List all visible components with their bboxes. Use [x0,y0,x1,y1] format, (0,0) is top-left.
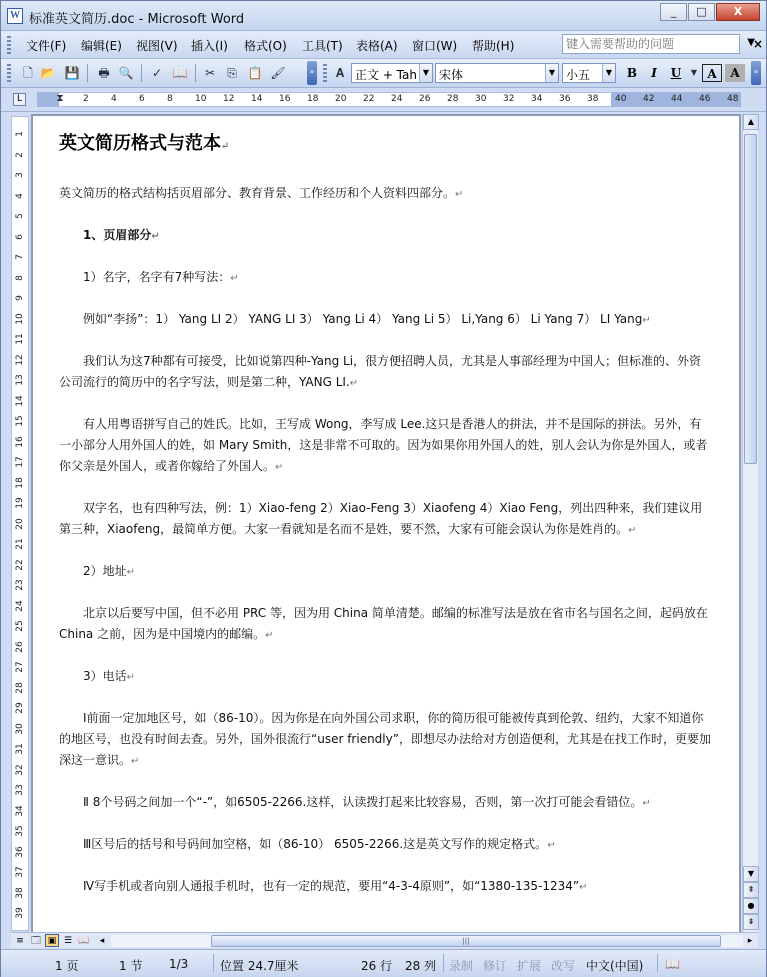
reading-view-icon[interactable]: 📖 [78,936,90,946]
bold-button[interactable]: B [626,66,638,80]
chevron-down-icon[interactable]: ▼ [419,64,432,82]
scroll-down-icon[interactable]: ▼ [743,866,759,882]
ruler-tick-label: 24 [391,94,403,104]
vruler-tick-label: 27 [15,661,25,673]
toolbar-grip-icon[interactable] [7,64,11,82]
vruler-tick-label: 11 [15,333,25,345]
paragraph-text: 例如“李扬”：1） Yang LI 2） YANG LI 3） Yang Li 4） Yang Li 5） Li,Yang 6） Li Yang 7） LI Yang [83,312,643,326]
toolbar-overflow-chevron-icon[interactable]: » [307,61,317,85]
document-area[interactable] [31,114,741,934]
status-track-changes[interactable]: 修订 [483,959,508,973]
chevron-down-icon[interactable]: ▼ [747,37,755,48]
menu-bar [1,31,766,59]
ruler-tick-label: 46 [699,94,711,104]
document-title[interactable] [59,130,711,161]
print-icon[interactable]: 🖶 [98,66,110,80]
paragraph-text: 北京以后要写中国，但不必用 PRC 等，因为用 China 简单清楚。邮编的标准写法是放在省市名与国名之间，起码放在 China 之前，因为是中国境内的邮编。 [59,606,708,641]
paragraph-text: Ⅱ 8个号码之间加一个“-”，如6505-2266.这样，认读拨打起来比较容易，否则，第一次打可能会看错位。 [83,795,643,809]
normal-view-icon[interactable]: ≡ [16,936,24,946]
vruler-tick-label: 39 [15,907,25,919]
document-paragraph[interactable] [59,666,711,688]
document-paragraph[interactable] [59,792,711,814]
vruler-tick-label: 17 [15,456,25,468]
previous-page-icon[interactable]: ⇞ [743,882,759,898]
status-separator [213,954,214,972]
save-icon[interactable]: 💾 [64,66,80,80]
ruler-tick-label: 6 [139,94,145,104]
paragraph-mark: ↵ [275,462,284,473]
paragraph-mark: ↵ [628,525,637,536]
status-bar [1,949,766,977]
spelling-icon[interactable]: ✓ [151,66,163,80]
ruler-tick-label: 26 [419,94,431,104]
paragraph-text: 英文简历的格式结构括页眉部分、教育背景、工作经历和个人资料四部分。 [59,186,456,200]
cut-icon[interactable]: ✂ [204,66,216,80]
menu-help[interactable]: 帮助(H) [472,39,515,53]
vruler-tick-label: 32 [15,763,25,776]
vruler-tick-label: 7 [15,254,25,260]
vruler-tick-label: 30 [15,722,25,735]
copy-icon[interactable]: ⎘ [227,66,237,80]
status-position: 位置 24.7厘米 [220,959,299,973]
minimize-button[interactable]: _ [660,3,687,21]
outline-view-icon[interactable]: ☰ [63,936,73,946]
paragraph-mark: ↵ [126,567,136,578]
select-browse-object-icon[interactable]: ● [743,898,759,914]
ruler-tick-label: 20 [335,94,347,104]
status-pages: 1/3 [169,957,189,971]
status-column: 28 列 [405,959,437,973]
status-overtype[interactable]: 改写 [551,959,576,973]
ruler-tick-label: 32 [503,94,515,104]
status-section: 1 节 [119,959,143,973]
status-separator [443,954,444,972]
scroll-left-icon[interactable]: ◂ [99,936,105,946]
menu-window[interactable]: 窗口(W) [412,39,458,53]
ruler-tick-label: 38 [587,94,599,104]
style-value: 正文 + Tah [355,68,417,82]
vruler-tick-label: 5 [15,213,25,219]
font-value: 宋体 [439,68,464,82]
vruler-tick-label: 15 [15,415,25,427]
document-paragraph[interactable] [59,708,711,772]
vruler-tick-label: 24 [15,599,25,612]
vruler-tick-label: 4 [15,192,25,199]
horizontal-scroll-thumb[interactable]: ||| [211,935,721,947]
ruler-tick-label: 14 [251,94,263,104]
menu-insert[interactable]: 插入(I) [191,39,228,53]
vruler-tick-label: 19 [15,497,25,509]
paragraph-text: 2）地址 [83,564,127,578]
vruler-tick-label: 36 [15,845,25,858]
ruler-tick-label: 12 [223,94,235,104]
paragraph-mark: ↵ [265,630,274,641]
maximize-button[interactable]: □ [688,3,715,21]
ruler-tick-label: 28 [447,94,459,104]
toolbar-separator [87,64,88,82]
vruler-tick-label: 34 [15,804,25,817]
ruler-tick-label: 18 [307,94,319,104]
ruler-tick-label: 16 [279,94,291,104]
format-toolbar-overflow-chevron-icon[interactable]: » [751,61,761,85]
paragraph-mark: ↵ [126,672,136,683]
document-paragraph[interactable] [59,834,711,856]
document-paragraph[interactable] [59,183,711,205]
vruler-tick-label: 12 [15,353,25,366]
menubar-grip-icon[interactable] [7,36,11,54]
print-preview-icon[interactable]: 🔍 [118,66,134,80]
document-paragraph[interactable] [59,309,711,331]
vruler-tick-label: 1 [15,131,25,137]
menu-file[interactable]: 文件(F) [26,39,67,53]
vruler-tick-label: 37 [15,866,25,878]
paragraph-mark: ↵ [547,840,556,851]
status-separator [657,954,658,972]
paragraph-mark: ↵ [579,882,588,893]
vruler-tick-label: 31 [15,743,25,755]
ruler-tick-label: 2 [83,94,89,104]
toolbar-separator [195,64,196,82]
menu-table[interactable]: 表格(A) [356,39,398,53]
vruler-tick-label: 22 [15,558,25,571]
italic-button[interactable]: I [651,66,657,80]
vruler-tick-label: 16 [15,435,25,448]
vruler-tick-label: 14 [15,394,25,407]
vruler-tick-label: 35 [15,825,25,837]
vruler-tick-label: 28 [15,681,25,694]
ruler-tick-label: 4 [111,94,117,104]
document-paragraph[interactable] [59,414,711,478]
paragraph-text: Ⅰ前面一定加地区号，如（86-10）。因为你是在向外国公司求职，你的简历很可能被传真到伦敦、纽约，大家不知道你的地区号，也没有时间去查。另外，国外很流行“user friendly”，即想尽办法给对方创造便利，尤其是在找工作时，更要加深这一意识。 [59,711,711,767]
underline-dropdown-icon[interactable]: ▼ [690,68,698,77]
styles-pane-icon[interactable]: 𝐀 [335,66,345,80]
char-border-button[interactable]: A [702,64,722,82]
vruler-tick-label: 20 [15,517,25,530]
chevron-down-icon[interactable]: ▼ [545,64,558,82]
vertical-scrollbar[interactable] [742,114,758,934]
ruler-tick-label: 22 [363,94,375,104]
vruler-tick-label: 18 [15,476,25,489]
style-combo[interactable] [351,63,433,83]
menu-view[interactable]: 视图(V) [136,39,178,53]
font-size-value: 小五 [566,68,591,82]
paragraph-text: 1、页眉部分 [83,228,152,242]
word-app-icon[interactable]: W [7,8,23,24]
toolbar [1,59,766,88]
paragraph-text: 有人用粤语拼写自己的姓氏。比如，王写成 Wong，李写成 Lee.这只是香港人的拼法，并不是国际的拼法。另外，有一小部分人用外国人的姓，如 Mary Smith，这是非常不可取的。因为如果你用外国人的姓，别人会认为你是外国人，或者你父亲是外国人，或者你嫁给了外国人。 [59,417,708,473]
vruler-tick-label: 8 [15,274,25,281]
vruler-tick-label: 13 [15,374,25,386]
format-toolbar-grip-icon[interactable] [323,64,327,82]
window-title: 标准英文简历.doc - Microsoft Word [29,12,245,27]
vruler-tick-label: 29 [15,702,25,714]
font-combo[interactable] [435,63,559,83]
ruler-tick-label: 44 [671,94,683,104]
paragraph-text: 3）电话 [83,669,127,683]
status-record[interactable]: 录制 [449,959,474,973]
vruler-tick-label: 9 [15,295,25,301]
vruler-tick-label: 33 [15,784,25,796]
research-icon[interactable]: 📖 [172,66,188,80]
font-size-combo[interactable] [562,63,616,83]
menu-tools[interactable]: 工具(T) [302,39,343,53]
underline-button[interactable]: U [670,66,682,80]
vruler-tick-label: 23 [15,579,25,591]
help-search-input[interactable] [563,35,723,53]
horizontal-scrollbar[interactable] [11,932,758,948]
paragraph-mark: ↵ [642,798,651,809]
paragraph-mark: ↵ [151,231,160,242]
paragraph-mark: ↵ [221,141,230,152]
paragraph-mark: ↵ [131,756,140,767]
status-extend[interactable]: 扩展 [517,959,542,973]
status-language[interactable]: 中文(中国) [586,959,644,973]
vruler-tick-label: 26 [15,640,25,653]
scroll-up-icon[interactable]: ▲ [743,114,759,130]
horizontal-ruler [1,88,766,112]
document-paragraph[interactable] [59,267,711,289]
document-paragraph[interactable] [59,351,711,394]
vertical-scroll-thumb[interactable] [744,134,757,464]
char-shading-button[interactable]: A [725,64,745,82]
scroll-right-icon[interactable]: ▸ [747,936,753,946]
paragraph-text: 1）名字，名字有7种写法： [83,270,231,284]
toolbar-separator [141,64,142,82]
chevron-down-icon[interactable]: ▼ [602,64,615,82]
spelling-status-icon[interactable]: 📖 [665,957,680,971]
vruler-tick-label: 10 [15,312,25,325]
ruler-tick-label: 8 [167,94,173,104]
vruler-tick-label: 2 [15,151,25,158]
paragraph-text: 双字名，也有四种写法，例：1）Xiao-feng 2）Xiao-Feng 3）Xiaofeng 4）Xiao Feng，列出四种来，我们建议用第三种，Xiaofeng，最简单方便。大家一看就知是名而不是姓，要不然，大家有可能会误认为你是姓肖的。 [59,501,703,536]
ruler-tick-label: 30 [475,94,487,104]
print-layout-view-icon[interactable]: ▣ [45,934,59,947]
paragraph-text: Ⅲ区号后的括号和号码间加空格，如（86-10） 6505-2266.这是英文写作的规定格式。 [83,837,548,851]
title-bar [1,1,766,31]
ruler-tick-label: 42 [643,94,655,104]
document-page[interactable] [33,116,739,934]
paragraph-mark: ↵ [230,273,239,284]
document-paragraph[interactable] [59,876,711,898]
paragraph-text: Ⅳ写手机或者向别人通报手机时，也有一定的规范，要用“4-3-4原则”，如“1380-135-1234” [83,879,580,893]
open-folder-icon[interactable]: 📂 [40,66,56,80]
document-paragraph[interactable] [59,603,711,646]
new-document-icon[interactable]: 🗋 [23,66,33,80]
paragraph-mark: ↵ [642,315,651,326]
menu-edit[interactable]: 编辑(E) [81,39,122,53]
ruler-tick-label: 48 [727,94,739,104]
close-button[interactable]: X [716,3,760,21]
web-view-icon[interactable]: 🗔 [31,936,41,946]
document-paragraph[interactable] [59,498,711,541]
paragraph-mark: ↵ [455,189,464,200]
ruler-tick-label: 10 [195,94,207,104]
document-paragraph[interactable] [59,225,711,247]
ruler-tick-label: 34 [531,94,543,104]
paragraph-text: 我们认为这7种都有可接受，比如说第四种-Yang Li，很方便招聘人员，尤其是人事部经理为中国人；但标准的、外资公司流行的简历中的名字写法，则是第二种，YANG LI. [59,354,702,389]
next-page-icon[interactable]: ⇟ [743,914,759,930]
document-close-icon[interactable]: × [753,37,764,51]
vruler-tick-label: 21 [15,538,25,550]
vertical-ruler[interactable] [11,116,29,931]
status-page: 1 页 [55,959,79,973]
status-line: 26 行 [361,959,393,973]
indent-marker-icon[interactable]: ⧗ [56,93,64,104]
help-search-box[interactable] [562,34,755,54]
tab-selector-icon[interactable]: L [13,93,26,106]
paragraph-mark: ↵ [349,378,359,389]
vruler-tick-label: 38 [15,886,25,899]
menu-format[interactable]: 格式(O) [244,39,287,53]
vruler-tick-label: 6 [15,233,25,240]
document-title-text: 英文简历格式与范本 [59,133,221,154]
ruler-tick-label: 40 [615,94,627,104]
format-painter-icon[interactable]: 🖌 [270,66,286,80]
ruler-tick-label: 36 [559,94,571,104]
document-paragraph[interactable] [59,561,711,583]
vruler-tick-label: 25 [15,620,25,632]
vruler-tick-label: 3 [15,172,25,178]
paste-icon[interactable]: 📋 [247,66,263,80]
